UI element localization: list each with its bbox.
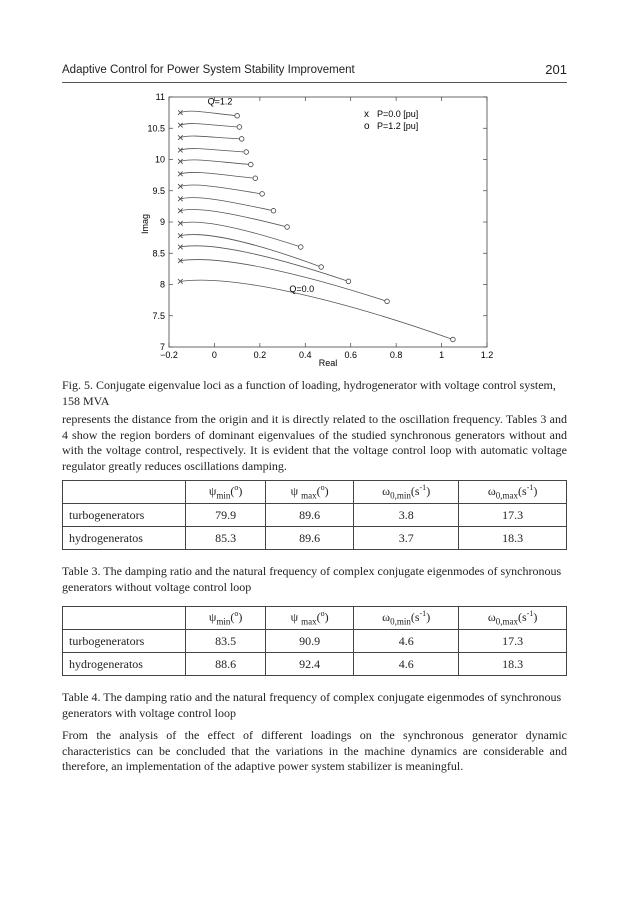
locus-line [180,185,262,194]
table-header-row [63,607,567,630]
running-title: Adaptive Control for Power System Stability Improvement [62,64,355,76]
cell: 79.9 [186,504,266,527]
marker-o [235,113,240,118]
table-3 [62,480,567,550]
row-label: turbogenerators [63,630,186,653]
axes-frame [169,97,487,347]
cell: 4.6 [354,630,459,653]
cell: 17.3 [459,630,567,653]
legend-label-p0: P=0.0 [pu] [377,109,419,119]
cell: 83.5 [186,630,266,653]
y-tick-label: 8.5 [152,248,165,259]
row-label: hydrogeneratos [63,527,186,550]
cell: 17.3 [459,504,567,527]
x-tick-label: 1 [439,350,445,360]
x-axis-label: Real [318,358,338,368]
locus-line [180,246,348,282]
page-number: 201 [545,62,567,77]
marker-x [178,123,183,128]
y-tick-label: 10.5 [147,123,165,134]
table-row [63,653,567,676]
marker-x [178,148,183,153]
table-4-caption: Table 4. The damping ratio and the natural frequency of complex conjugate eigenmodes of synchronous generators with voltage control loop [62,690,562,720]
cell: 18.3 [459,527,567,550]
cell: 89.6 [266,504,354,527]
marker-x [178,159,183,164]
header-cell-empty [63,481,186,504]
header-psi-max: ψ $_{max}$($^o$) [266,481,354,504]
cell: 85.3 [186,527,266,550]
y-tick-label: 11 [155,92,165,102]
legend-label-p12: P=1.2 [pu] [377,121,419,131]
marker-o [346,279,351,284]
header-omega-max: $\omega_{0,max}(s^{-1})$ [459,481,567,504]
locus-line [180,160,250,165]
header-psi-min: $\psi_{min}(^o)$ [186,481,266,504]
locus-line [180,210,287,227]
x-tick-label: 0.4 [299,350,312,360]
annotation-q00: Q=0.0 [289,284,315,294]
body-paragraph-1: represents the distance from the origin and it is directly related to the oscillation frequency. Tables 3 and 4 show the region borders of dominant eigenvalues of the studied synchronous generators without and with the voltage control, respectively. It is evident that the voltage control loop with automatic voltage regulator greatly reduces oscillations damping. [62,412,567,473]
chart-legend [364,109,418,132]
locus-line [180,280,453,339]
marker-o [248,162,253,167]
marker-o [253,176,258,181]
cell: 3.7 [354,527,459,550]
eigenvalue-loci-chart [0,0,638,380]
cell: 4.6 [354,653,459,676]
table-4 [62,606,567,676]
cell: 3.8 [354,504,459,527]
cell: 89.6 [266,527,354,550]
marker-x [178,135,183,140]
annotation-q12: Q=1.2 [207,96,233,107]
header-cell-empty [63,607,186,630]
locus-line [180,172,255,178]
cell: 18.3 [459,653,567,676]
header-psi-min: $\psi_{min}(^o)$ [186,607,266,630]
cell: 92.4 [266,653,354,676]
x-tick-label: 0.8 [389,350,403,360]
cell: 90.9 [266,630,354,653]
header-omega-min: $\omega_{0,min}(s^{-1})$ [354,481,459,504]
y-tick-label: 9.5 [152,185,165,196]
y-tick-label: 7.5 [152,310,165,321]
marker-x [178,172,183,177]
locus-line [180,198,273,211]
x-tick-label: 0.2 [253,350,267,360]
header-omega-min: $\omega_{0,min}(s^{-1})$ [354,607,459,630]
locus-line [180,111,237,116]
marker-o [451,337,456,342]
x-tick-label: 0 [211,350,217,360]
table-row [63,630,567,653]
marker-o [285,225,290,230]
chart-ticks [147,92,493,360]
x-tick-label: 0.6 [344,350,357,360]
locus-line [180,124,239,127]
y-axis-label: Imag [140,213,150,235]
marker-o [239,137,244,142]
row-label: hydrogeneratos [63,653,186,676]
y-tick-label: 9 [159,217,165,227]
marker-o [298,245,303,250]
cell: 88.6 [186,653,266,676]
locus-line [180,136,241,139]
marker-o [260,192,265,197]
figure-caption: Fig. 5. Conjugate eigenvalue loci as a function of loading, hydrogenerator with voltage control system, 158 MVA [62,378,556,408]
marker-o [237,125,242,130]
marker-o [319,265,324,270]
y-tick-label: 8 [159,279,165,290]
legend-marker-x: x [364,109,369,120]
x-tick-label: 1.2 [480,350,494,360]
y-tick-label: 10 [154,154,165,165]
x-tick-label: −0.2 [160,350,178,360]
header-omega-max: $\omega_{0,max}(s^{-1})$ [459,607,567,630]
table-3-caption: Table 3. The damping ratio and the natural frequency of complex conjugate eigenmodes of synchronous generators without voltage control loop [62,564,562,594]
table-row [63,527,567,550]
y-tick-label: 7 [159,342,165,352]
chart-series [178,110,455,341]
header-psi-max: ψ $_{max}$($^o$) [266,607,354,630]
marker-o [244,150,249,155]
table-row [63,504,567,527]
table-header-row [63,481,567,504]
marker-x [178,110,183,115]
locus-line [180,149,246,152]
marker-o [271,208,276,213]
row-label: turbogenerators [63,504,186,527]
body-paragraph-2: From the analysis of the effect of different loadings on the synchronous generator dynamic characteristics can be concluded that the variations in the machine dynamics are considerable and therefore, an implementation of the adaptive power system stabilizer is meaningful. [62,728,567,773]
marker-o [385,299,390,304]
legend-marker-o: o [364,121,370,132]
locus-line [180,235,321,267]
